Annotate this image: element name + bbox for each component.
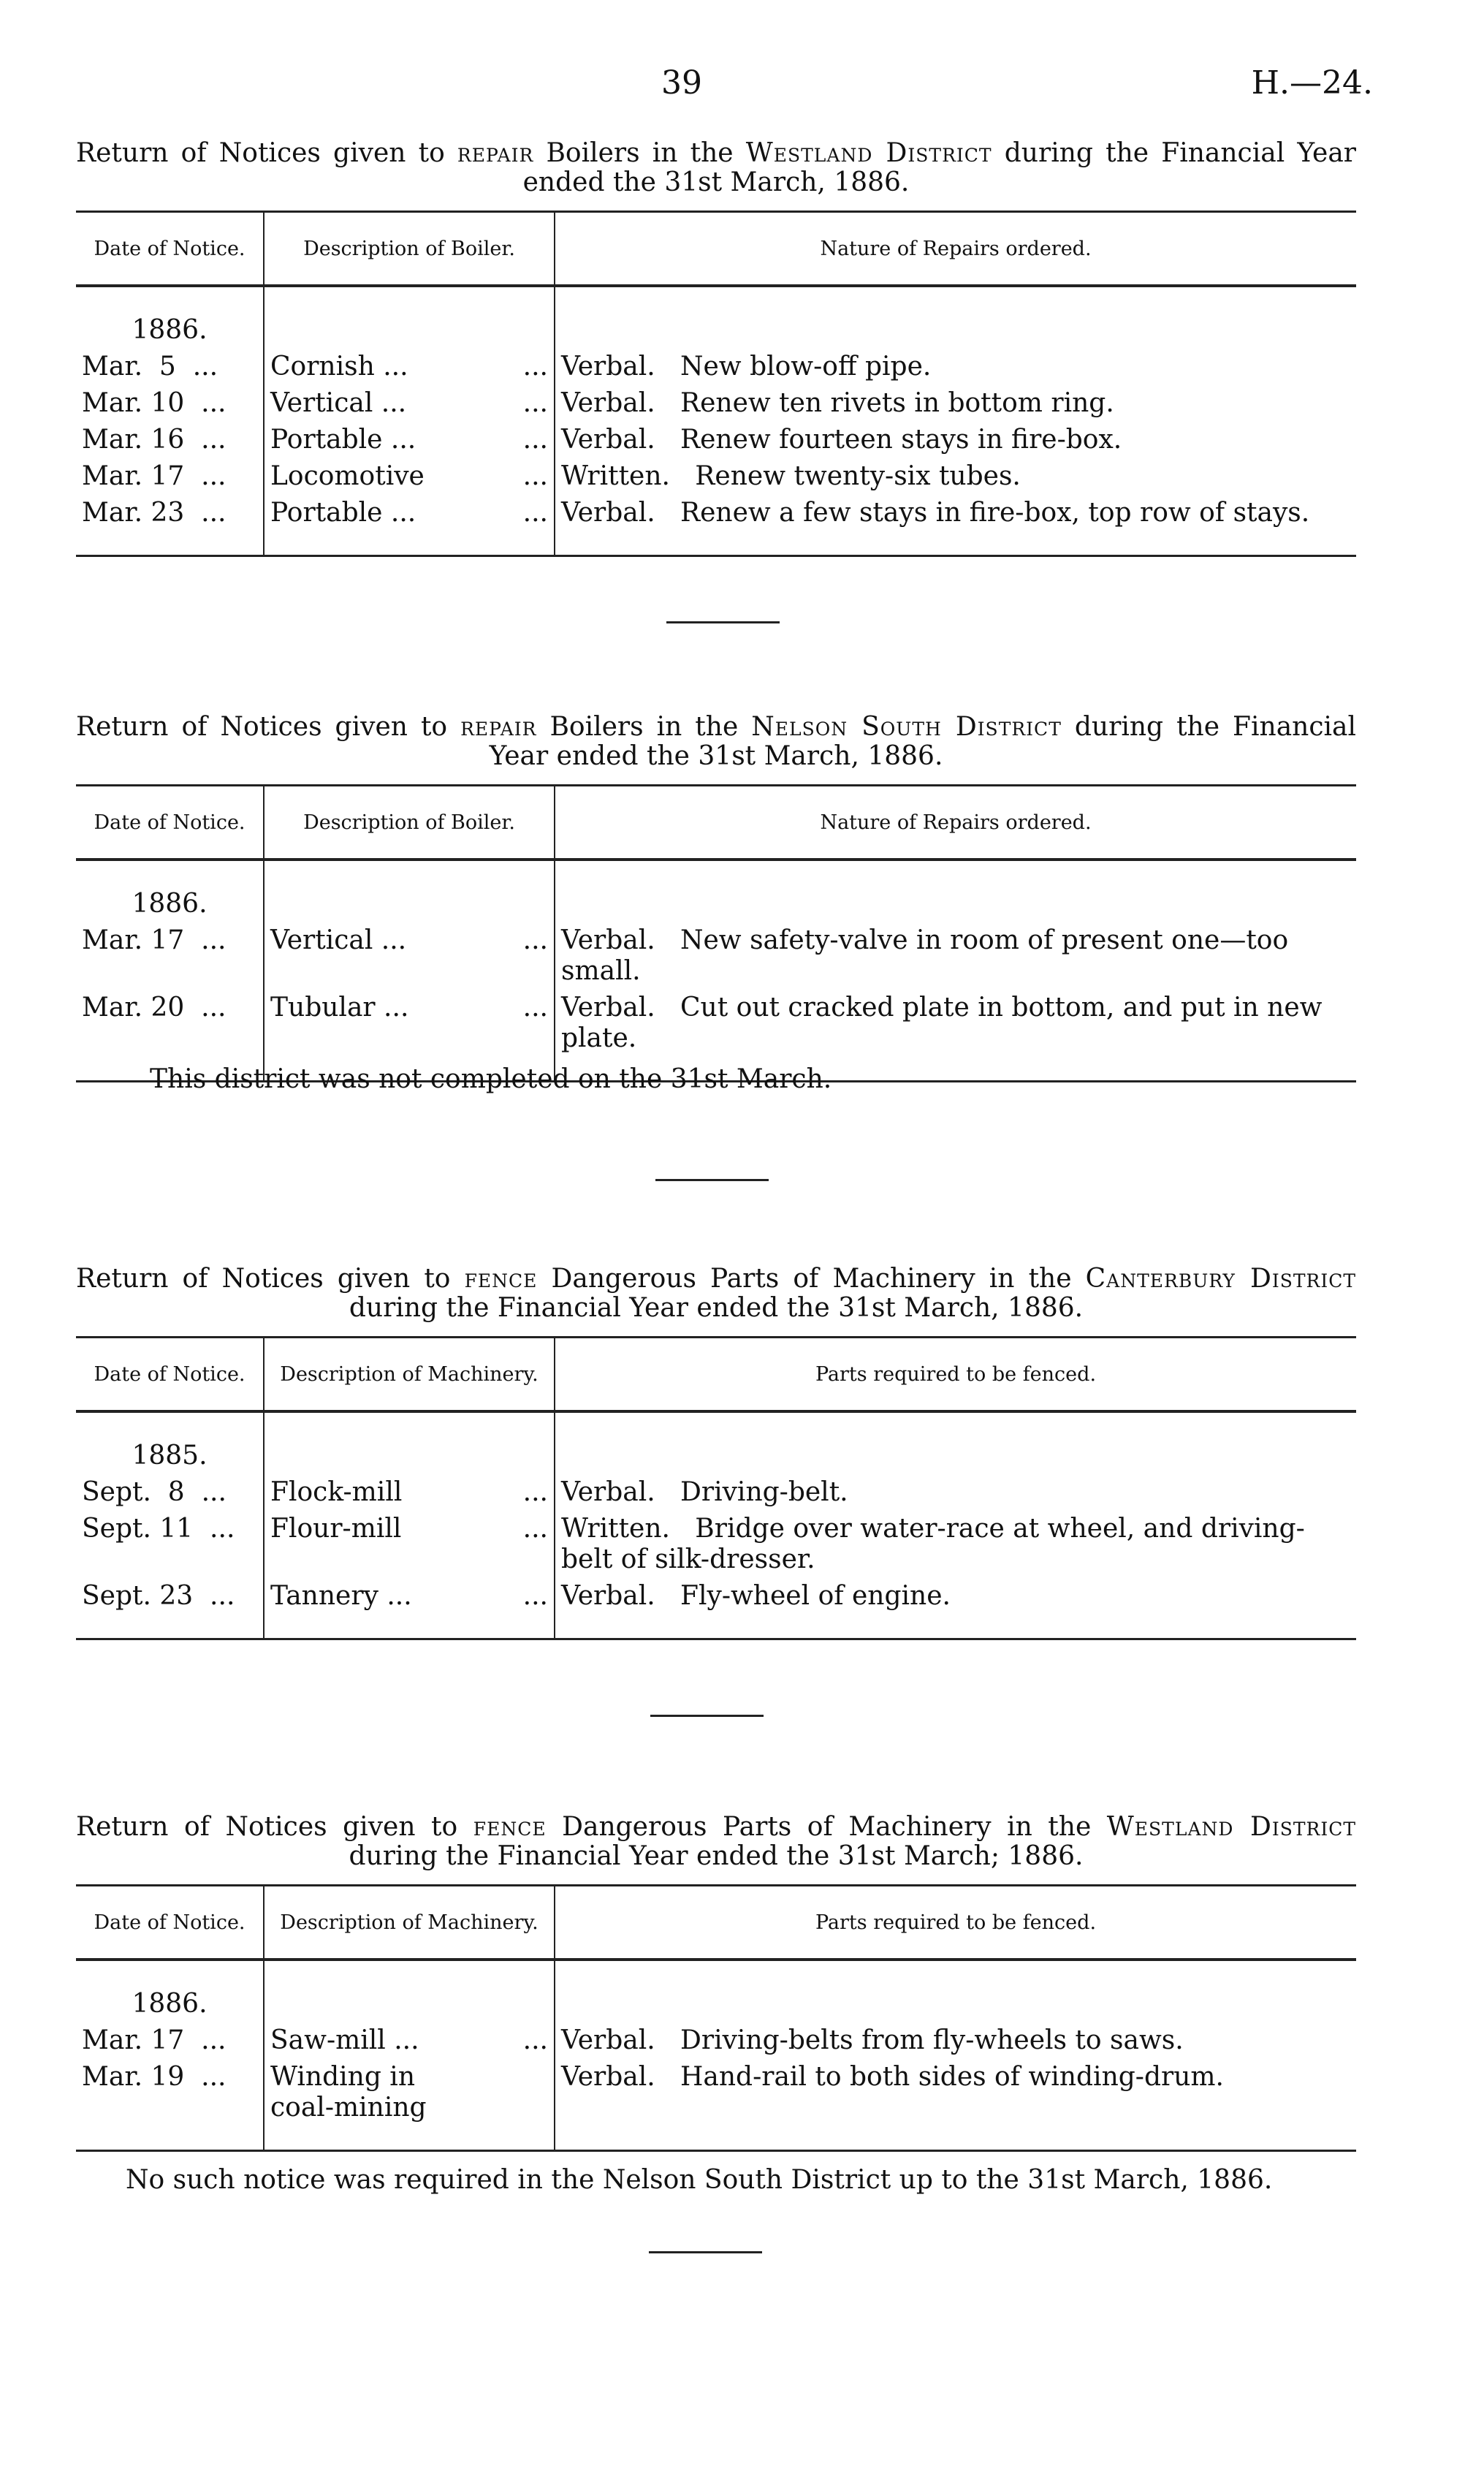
description: Vertical ...	[270, 388, 407, 418]
nature-of-notice: Written. Bridge over water-race at wheel, and driving-belt of silk-dresser.	[561, 1514, 1305, 1574]
section-title: Return of Notices given to repair Boilers in the Westland District during the Financial Year ended the 31st March, 1886.	[76, 138, 1356, 197]
divider-rule	[666, 621, 780, 623]
year-row	[76, 860, 1356, 922]
column-header: Description of Machinery.	[264, 1886, 555, 1960]
divider-rule	[650, 1715, 764, 1717]
table-row	[76, 2059, 1356, 2151]
leader-dots: ...	[522, 1477, 548, 1507]
nature-of-notice: Verbal. Fly-wheel of engine.	[555, 1578, 1356, 1639]
section-canterbury-machinery	[76, 1264, 1356, 1640]
return-table	[76, 1884, 1356, 2152]
leader-dots: ...	[522, 461, 548, 491]
description: Flour-mill	[270, 1514, 402, 1544]
column-header: Date of Notice.	[76, 1338, 264, 1412]
table-row	[76, 1474, 1356, 1511]
notice-date: Sept. 8 ...	[76, 1474, 264, 1511]
notice-date: Sept. 23 ...	[76, 1578, 264, 1639]
notice-date: Mar. 23 ...	[76, 495, 264, 556]
leader-dots: ...	[522, 993, 548, 1023]
table-row	[76, 495, 1356, 556]
table-row	[76, 422, 1356, 458]
description: Winding in coal-mining	[270, 2062, 427, 2123]
nature-of-notice: Verbal. Driving-belt.	[561, 1477, 848, 1507]
leader-dots: ...	[522, 352, 548, 382]
description: Saw-mill ...	[270, 2025, 419, 2055]
return-table	[76, 211, 1356, 557]
notice-date: Mar. 19 ...	[76, 2059, 264, 2151]
year-label: 1886.	[132, 889, 208, 919]
description: Portable ...	[270, 425, 416, 455]
nature-of-notice: Verbal. New blow-off pipe.	[561, 352, 932, 382]
nature-of-notice: Verbal. Renew fourteen stays in fire-box.	[561, 425, 1122, 455]
column-header: Description of Boiler.	[264, 786, 555, 860]
return-table	[76, 784, 1356, 1082]
notice-date: Mar. 17 ...	[76, 2022, 264, 2059]
section-title: Return of Notices given to repair Boilers in the Nelson South District during the Financial Year ended the 31st March, 1886.	[76, 712, 1357, 771]
table-row	[76, 2022, 1356, 2059]
year-row	[76, 1411, 1356, 1474]
section-title: Return of Notices given to fence Dangerous Parts of Machinery in the Westland District during the Financial Year ended the 31st March; 1886.	[76, 1812, 1356, 1871]
notice-date: Mar. 17 ...	[76, 458, 264, 495]
leader-dots: ...	[522, 2025, 548, 2055]
table-row	[76, 1578, 1356, 1639]
year-label: 1885.	[132, 1441, 208, 1471]
nature-of-notice: Written. Renew twenty-six tubes.	[561, 461, 1021, 491]
column-header: Date of Notice.	[76, 786, 264, 860]
year-label: 1886.	[132, 315, 208, 345]
section-note: This district was not completed on the 31st March.	[150, 1064, 832, 1094]
section-title: Return of Notices given to fence Dangerous Parts of Machinery in the Canterbury District during the Financial Year ended the 31st March, 1886.	[76, 1264, 1357, 1323]
year-row	[76, 286, 1356, 349]
table-row	[76, 349, 1356, 385]
column-header: Date of Notice.	[76, 212, 264, 287]
column-header: Nature of Repairs ordered.	[555, 212, 1356, 287]
nature-of-notice: Verbal. New safety-valve in room of present one—too small.	[561, 925, 1297, 986]
column-header: Nature of Repairs ordered.	[555, 786, 1356, 860]
leader-dots: ...	[522, 925, 548, 955]
table-row	[76, 385, 1356, 422]
description: Tubular ...	[270, 993, 409, 1023]
year-label: 1886.	[132, 1989, 208, 2019]
section-westland-machinery	[76, 1813, 1356, 2152]
leader-dots: ...	[522, 1581, 548, 1611]
column-header: Parts required to be fenced.	[555, 1338, 1356, 1412]
description: Cornish ...	[270, 352, 408, 382]
section-note: No such notice was required in the Nelson South District up to the 31st March, 1886.	[126, 2165, 1273, 2195]
notice-date: Mar. 20 ...	[76, 990, 264, 1082]
leader-dots: ...	[522, 388, 548, 418]
column-header: Parts required to be fenced.	[555, 1886, 1356, 1960]
notice-date: Mar. 10 ...	[76, 385, 264, 422]
description: Portable ...	[270, 498, 416, 528]
document-reference: H.—24.	[1251, 64, 1373, 102]
table-row	[76, 922, 1356, 990]
nature-of-notice: Verbal. Renew ten rivets in bottom ring.	[561, 388, 1114, 418]
nature-of-notice: Verbal. Cut out cracked plate in bottom, and put in new plate.	[555, 990, 1356, 1082]
column-header: Description of Boiler.	[264, 212, 555, 287]
return-table	[76, 1336, 1356, 1640]
leader-dots: ...	[522, 425, 548, 455]
section-nelson-south-boilers	[76, 713, 1356, 1082]
page-number: 39	[661, 64, 702, 102]
notice-date: Sept. 11 ...	[76, 1511, 264, 1578]
leader-dots: ...	[522, 498, 548, 528]
description: Vertical ...	[270, 925, 407, 955]
nature-of-notice: Verbal. Hand-rail to both sides of winding-drum.	[555, 2059, 1356, 2151]
year-row	[76, 1960, 1356, 2022]
column-header: Date of Notice.	[76, 1886, 264, 1960]
description: Tannery ...	[270, 1581, 412, 1611]
leader-dots: ...	[522, 1514, 548, 1544]
nature-of-notice: Verbal. Renew a few stays in fire-box, top row of stays.	[555, 495, 1356, 556]
divider-rule	[655, 1179, 769, 1181]
section-westland-boilers	[76, 139, 1356, 557]
description: Locomotive	[270, 461, 425, 491]
table-row	[76, 458, 1356, 495]
notice-date: Mar. 16 ...	[76, 422, 264, 458]
notice-date: Mar. 17 ...	[76, 922, 264, 990]
column-header: Description of Machinery.	[264, 1338, 555, 1412]
table-row	[76, 1511, 1356, 1578]
notice-date: Mar. 5 ...	[76, 349, 264, 385]
description: Flock-mill	[270, 1477, 403, 1507]
nature-of-notice: Verbal. Driving-belts from fly-wheels to saws.	[561, 2025, 1184, 2055]
divider-rule	[649, 2251, 762, 2253]
